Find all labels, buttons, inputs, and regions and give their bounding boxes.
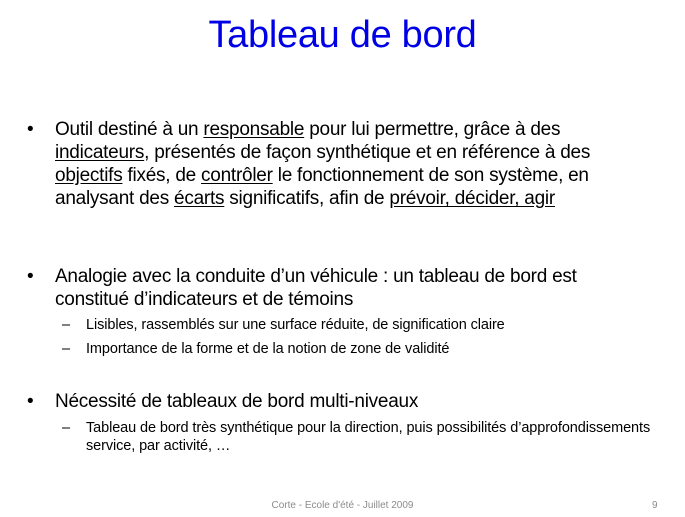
bullet-1-seg-3: indicateurs [55, 142, 145, 163]
page-number: 9 [652, 500, 658, 511]
sub-bullet-2-2-text: Importance de la forme et de la notion de zone de validité [86, 341, 450, 357]
bullet-1-seg-5: objectifs [55, 165, 123, 186]
bullet-1-seg-9: écarts [174, 188, 225, 209]
bullet-1-seg-8: le fonctionnement de son système, en analysant des [55, 165, 589, 209]
sub-bullet-2-1-text: Lisibles, rassemblés sur une surface réduite, de signification claire [86, 317, 505, 333]
bullet-icon: • [27, 391, 34, 412]
sub-bullet-2-2 [62, 340, 666, 358]
bullet-3 [27, 390, 655, 413]
sub-bullet-3-1-text: Tableau de bord très synthétique pour la direction, puis possibilités d’approfondissements service, par activité, … [86, 420, 651, 454]
dash-icon: – [62, 341, 70, 357]
bullet-1-seg-7: contrôler [201, 165, 273, 186]
bullet-2 [27, 265, 655, 311]
bullet-1-seg-2: pour lui permettre, grâce à des [304, 119, 561, 140]
dash-icon: – [62, 420, 70, 436]
bullet-1-seg-6: fixés, de [122, 165, 202, 186]
bullet-icon: • [27, 266, 34, 287]
slide-title: Tableau de bord [208, 14, 477, 56]
bullet-1 [27, 118, 655, 210]
sub-bullet-2-1 [62, 316, 666, 334]
bullet-1-seg-11: prévoir, décider, agir [389, 188, 555, 209]
bullet-1-seg-0: Outil destiné à un [55, 119, 204, 140]
bullet-3-text: Nécessité de tableaux de bord multi-niveaux [55, 391, 419, 412]
footer-caption: Corte - Ecole d'été - Juillet 2009 [271, 500, 414, 511]
sub-bullet-3-1 [62, 419, 666, 455]
bullet-icon: • [27, 119, 34, 140]
dash-icon: – [62, 317, 70, 333]
bullet-1-seg-1: responsable [203, 119, 305, 140]
bullet-1-seg-10: significatifs, afin de [224, 188, 390, 209]
bullet-1-seg-4: , présentés de façon synthétique et en référence à des [144, 142, 591, 163]
bullet-2-text: Analogie avec la conduite d’un véhicule : un tableau de bord est constitué d’indicateurs et de témoins [55, 266, 577, 310]
